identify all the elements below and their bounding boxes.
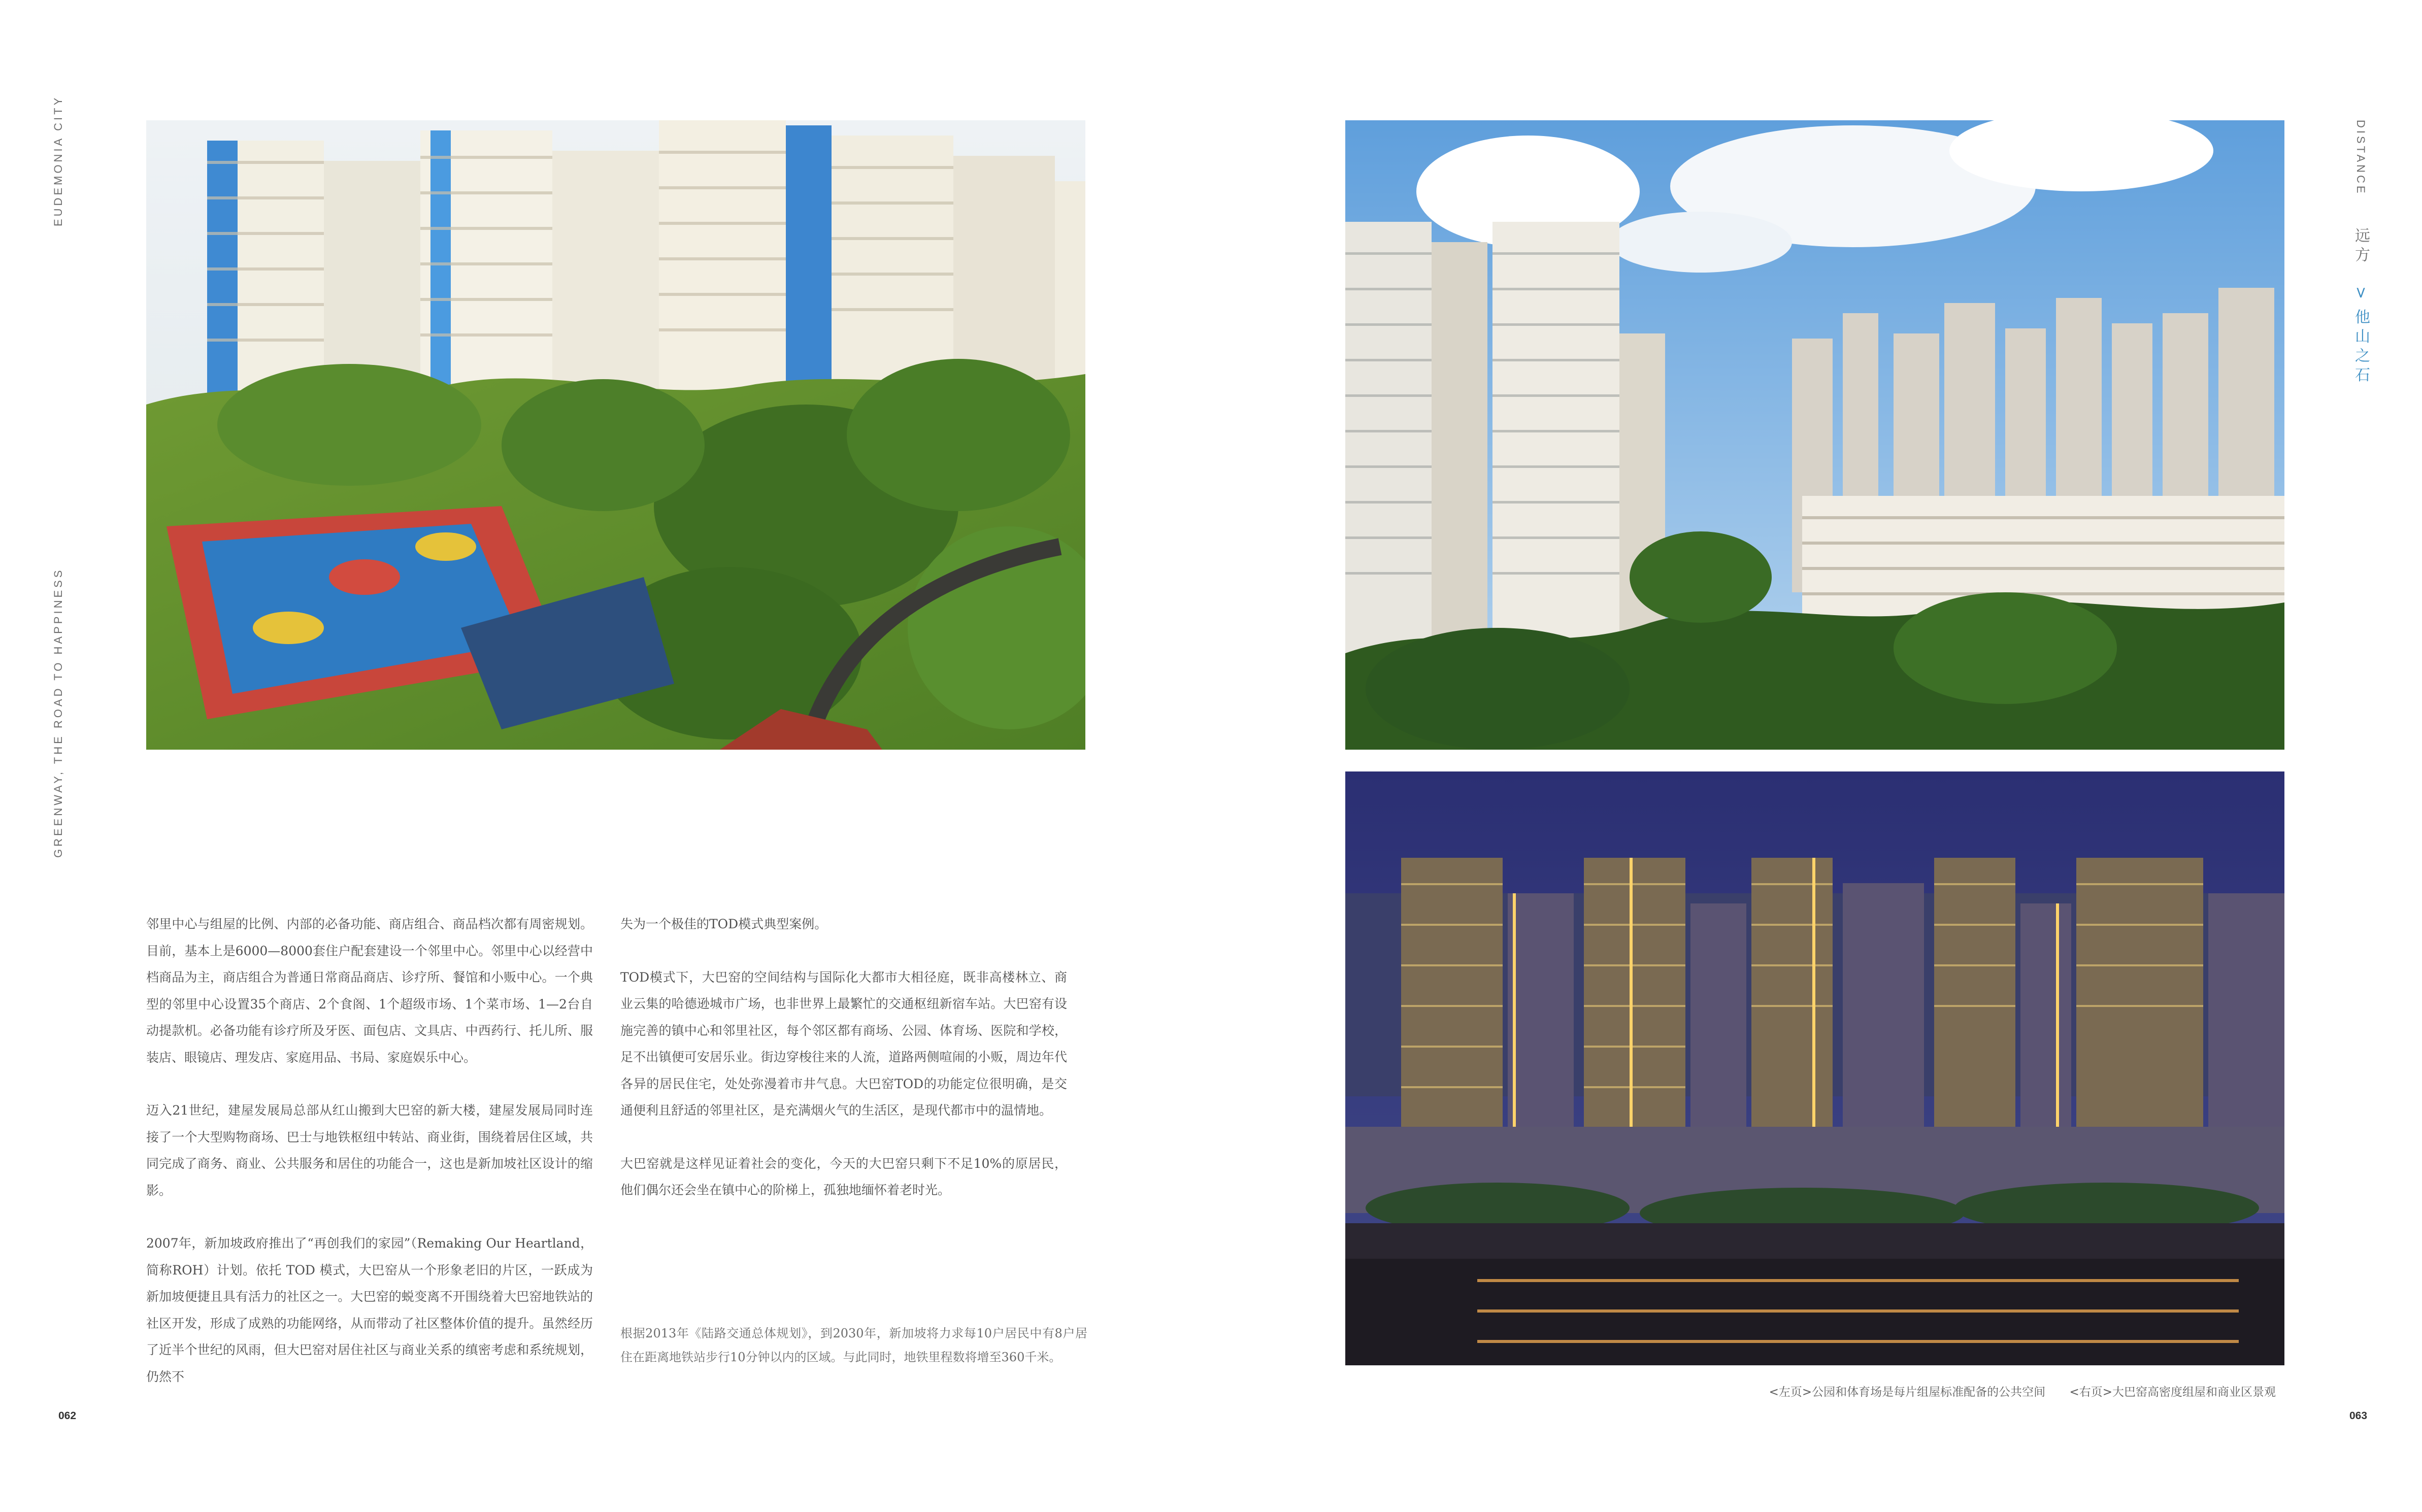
paragraph: 迈入21世纪，建屋发展局总部从红山搬到大巴窑的新大楼，建屋发展局同时连接了一个大型购物商场、巴士与地铁枢纽中转站、商业街，围绕着居住区域，共同完成了商务、商业、公共服务和居住的功能合一，这也是新加坡社区设计的缩影。 [146, 1103, 593, 1198]
running-head-right-cn: 远方 [2352, 227, 2370, 266]
photo-park-sports-court [146, 120, 1085, 750]
running-head-right [2341, 120, 2372, 386]
footnote: 根据2013年《陆路交通总体规划》，到2030年，新加坡将力求每10户居民中有8户居住在距离地铁站步行10分钟以内的区域。与此同时，地铁里程数将增至360千米。 [620, 1326, 1087, 1364]
running-head-section: 他山之石 [2352, 309, 2370, 386]
body-column-right [620, 911, 1067, 1230]
photo-skyline-night [1345, 771, 2284, 1365]
running-head-left-bottom: GREENWAY, THE ROAD TO HAPPINESS [52, 567, 64, 858]
caption-right-page: <右页>大巴窑高密度组屋和商业区景观 [2069, 1386, 2276, 1399]
page-number-right: 063 [2349, 1410, 2368, 1422]
photo-caption [1769, 1383, 2276, 1399]
caption-left-page: <左页>公园和体育场是每片组屋标准配备的公共空间 [1769, 1386, 2046, 1399]
running-head-right-en: DISTANCE [2354, 120, 2367, 196]
paragraph: 失为一个极佳的TOD模式典型案例。 [620, 917, 827, 931]
page-number-left: 062 [58, 1410, 77, 1422]
body-column-left [146, 911, 593, 1417]
paragraph: TOD模式下，大巴窑的空间结构与国际化大都市大相径庭，既非高楼林立、商业云集的哈德逊城市广场，也非世界上最繁忙的交通枢纽新宿车站。大巴窑有设施完善的镇中心和邻里社区，每个邻区都有商场、公园、体育场、医院和学校，足不出镇便可安居乐业。街边穿梭往来的人流，道路两侧喧闹的小贩，周边年代各异的居民住宅，处处弥漫着市井气息。大巴窑TOD的功能定位很明确，是交通便利且舒适的邻里社区，是充满烟火气的生活区，是现代都市中的温情地。 [620, 969, 1067, 1118]
paragraph: 2007年，新加坡政府推出了“再创我们的家园”（Remaking Our Heartland，简称ROH）计划。依托 TOD 模式，大巴窑从一个形象老旧的片区，一跃成为新加坡便捷且具有活力的社区之一。大巴窑的蜕变离不开围绕着大巴窑地铁站的社区开发，形成了成熟的功能网络，从而带动了社区整体价值的提升。虽然经历了近半个世纪的风雨，但大巴窑对居住社区与商业关系的缜密考虑和系统规划，仍然不 [146, 1236, 593, 1384]
paragraph: 大巴窑就是这样见证着社会的变化，今天的大巴窑只剩下不足10%的原居民，他们偶尔还会坐在镇中心的阶梯上，孤独地缅怀着老时光。 [620, 1156, 1067, 1197]
running-head-left-top: EUDEMONIA CITY [52, 95, 64, 226]
running-head-arrow: > [2352, 286, 2370, 304]
photo-skyline-day [1345, 120, 2284, 750]
paragraph: 邻里中心与组屋的比例、内部的必备功能、商店组合、商品档次都有周密规划。目前，基本上是6000—8000套住户配套建设一个邻里中心。邻里中心以经营中档商品为主，商店组合为普通日常商品商店、诊疗所、餐馆和小贩中心。一个典型的邻里中心设置35个商店、2个食阁、1个超级市场、1个菜市场、1—2台自动提款机。必备功能有诊疗所及牙医、面包店、文具店、中西药行、托儿所、服装店、眼镜店、理发店、家庭用品、书局、家庭娱乐中心。 [146, 917, 593, 1065]
